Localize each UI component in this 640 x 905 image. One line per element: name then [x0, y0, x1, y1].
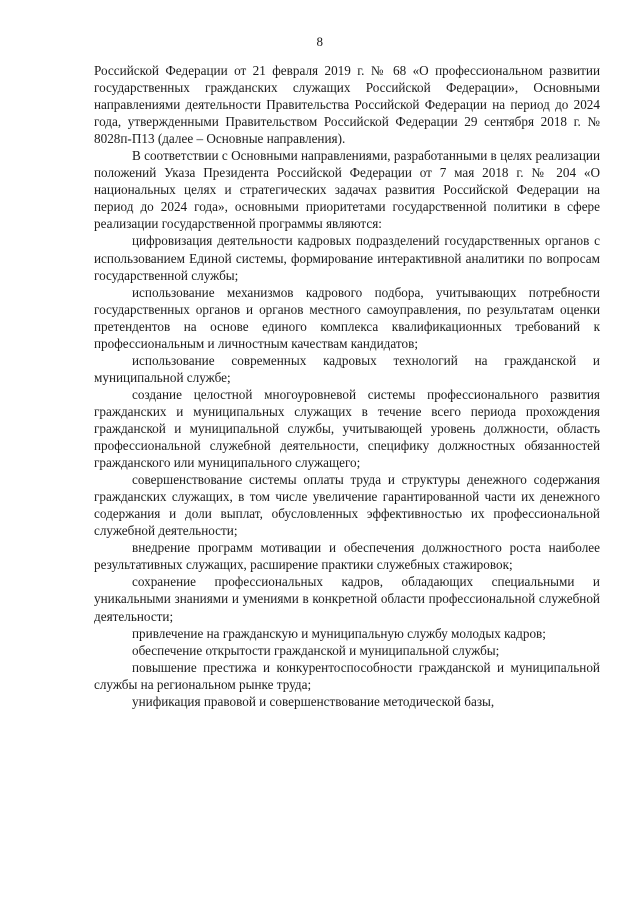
- list-item-recruitment: использование механизмов кадрового подбора, учитывающих потребности государственных органов и органов местного самоуправления, по результатам оценки претендентов на основе единого комплекса квалификационных требований к профессиональным и личностным качествам кандидатов;: [94, 284, 600, 351]
- list-item-pay-system: совершенствование системы оплаты труда и структуры денежного содержания гражданских служащих, в том числе увеличение гарантированной части их денежного содержания и доли выплат, обусловленных эффективностью их профессиональной служебной деятельности;: [94, 472, 600, 539]
- list-item-unification: унификация правовой и совершенствование методической базы,: [132, 693, 495, 709]
- page-number: 8: [316, 34, 324, 49]
- paragraph-continuation: Российской Федерации от 21 февраля 2019 г. № 68 «О профессиональном развитии государственных гражданских служащих Российской Федерации», Основными направлениями деятельности Правительства Российской Федерации на период до 2024 года, утвержденными Правительством Российской Федерации 29 сентября 2018 г. № 8028п-П13 (далее – Основные направления).: [94, 63, 600, 147]
- paragraph-priorities-intro: В соответствии с Основными направлениями, разработанными в целях реализации положений Указа Президента Российской Федерации от 7 мая 2018 г. № 204 «О национальных целях и стратегических задачах развития Российской Федерации на период до 2024 года», основными приоритетами государственной политики в сфере реализации государственной программы являются:: [94, 148, 600, 232]
- list-item-retention: сохранение профессиональных кадров, обладающих специальными и уникальными знаниями и умениями в конкретной области профессиональной служебной деятельности;: [94, 574, 600, 624]
- list-item-modern-technologies: использование современных кадровых технологий на гражданской и муниципальной службе;: [94, 352, 600, 385]
- document-body: [94, 62, 600, 710]
- list-item-openness: обеспечение открытости гражданской и муниципальной службы;: [132, 642, 500, 658]
- list-item-young-staff: привлечение на гражданскую и муниципальную службу молодых кадров;: [132, 625, 546, 641]
- list-item-prestige: повышение престижа и конкурентоспособности гражданской и муниципальной службы на региональном рынке труда;: [94, 659, 600, 692]
- list-item-motivation: внедрение программ мотивации и обеспечения должностного роста наиболее результативных служащих, расширение практики служебных стажировок;: [94, 540, 600, 573]
- list-item-digitalization: цифровизация деятельности кадровых подразделений государственных органов с использованием Единой системы, формирование интерактивной аналитики по вопросам государственной службы;: [94, 233, 600, 283]
- list-item-professional-development: создание целостной многоуровневой системы профессионального развития гражданских и муниципальных служащих в течение всего периода прохождения гражданской и муниципальной службы, учитывающей уровень должности, область профессиональной служебной деятельности, специфику должностных обязанностей гражданского или муниципального служащего;: [94, 386, 600, 471]
